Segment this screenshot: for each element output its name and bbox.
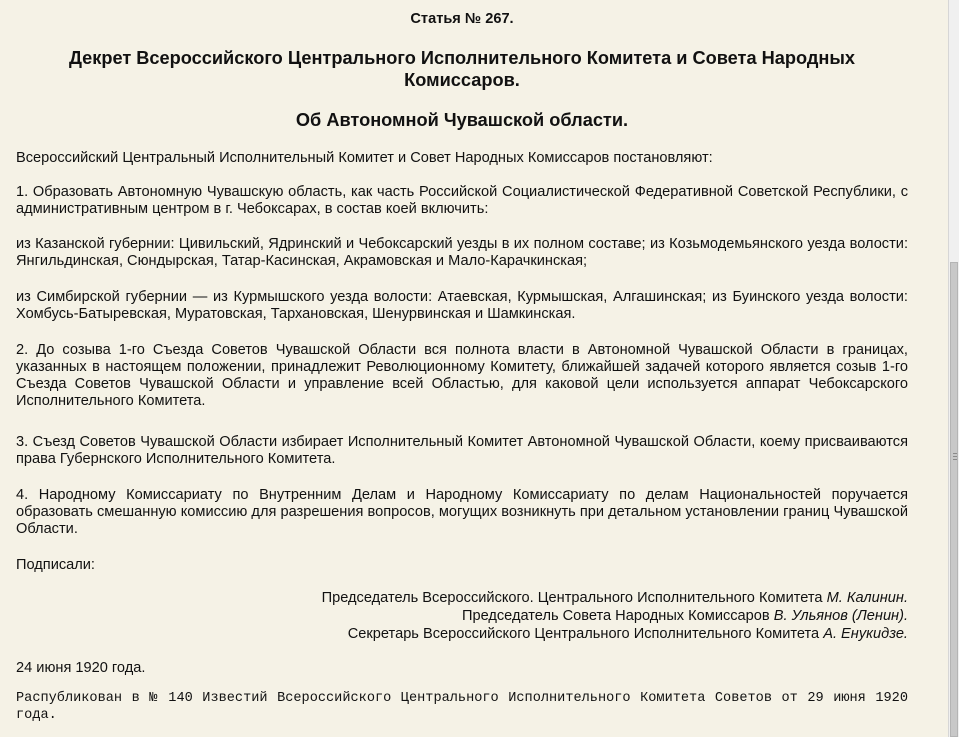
subject-title: Об Автономной Чувашской области.	[295, 110, 629, 130]
article-number: Статья № 267.	[410, 11, 514, 27]
signature-position: Председатель Совета Народных Комиссаров	[461, 608, 770, 624]
signature-name: А. Енукидзе.	[823, 626, 908, 642]
vertical-scrollbar[interactable]	[948, 0, 959, 737]
signature-name: М. Калинин.	[826, 590, 908, 606]
grip-line	[953, 456, 957, 457]
publication-note: Распубликован в № 140 Известий Всероссийского Центрального Исполнительного Комитета Советов от 29 июня 1920 года.	[16, 691, 908, 723]
decree-title: Декрет Всероссийского Центрального Исполнительного Комитета и Совета Народных Комиссаров.	[68, 48, 856, 90]
decree-date: 24 июня 1920 года.	[16, 660, 146, 676]
simbirsk-province-paragraph: из Симбирской губернии — из Курмышского уезда волости: Атаевская, Курмышская, Алгашинская; из Буинского уезда волости: Хомбусь-Батыревская, Муратовская, Тархановская, Шенурвинская и Шамкинская.	[16, 289, 908, 322]
signature-line	[348, 626, 908, 643]
point-2-paragraph: 2. До созыва 1-го Съезда Советов Чувашской Области вся полнота власти в Автономной Чувашской Области в границах, указанных в настоящем положении, принадлежит Революционному Комитету, ближайшей задачей которого является созыв 1-го Съезда Советов Чувашской Области и управление всей Областью, для каковой цели используется аппарат Чебоксарского Исполнительного Комитета.	[16, 342, 908, 409]
kazan-province-paragraph: из Казанской губернии: Цивильский, Ядринский и Чебоксарский уезды в их полном составе; из Козьмодемьянского уезда волости: Янгильдинская, Сюндырская, Татар-Касинская, Акрамовская и Мало-Карачкинская;	[16, 236, 908, 269]
scrollbar-thumb[interactable]	[950, 262, 958, 737]
preamble-paragraph: Всероссийский Центральный Исполнительный Комитет и Совет Народных Комиссаров постановляют:	[16, 150, 713, 166]
signature-position: Секретарь Всероссийского Центрального Исполнительного Комитета	[347, 626, 820, 642]
signature-line	[462, 608, 908, 625]
grip-line	[953, 459, 957, 460]
point-3-paragraph: 3. Съезд Советов Чувашской Области избирает Исполнительный Комитет Автономной Чувашской Области, коему присваиваются права Губернского Исполнительного Комитета.	[16, 434, 908, 467]
point-1-paragraph: 1. Образовать Автономную Чувашскую область, как часть Российской Социалистической Федеративной Советской Республики, с административным центром в г. Чебоксарах, в состав коей включить:	[16, 184, 908, 217]
signature-position: Председатель Всероссийского. Центрального Исполнительного Комитета	[321, 590, 823, 606]
point-4-paragraph: 4. Народному Комиссариату по Внутренним Делам и Народному Комиссариату по делам Национальностей поручается образовать смешанную комиссию для разрешения вопросов, могущих возникнуть при детальном установлении границ Чувашской Области.	[16, 487, 908, 537]
signed-label: Подписали:	[16, 557, 95, 573]
signature-name: В. Ульянов (Ленин).	[773, 608, 908, 624]
grip-line	[953, 453, 957, 454]
signature-line	[322, 590, 908, 607]
